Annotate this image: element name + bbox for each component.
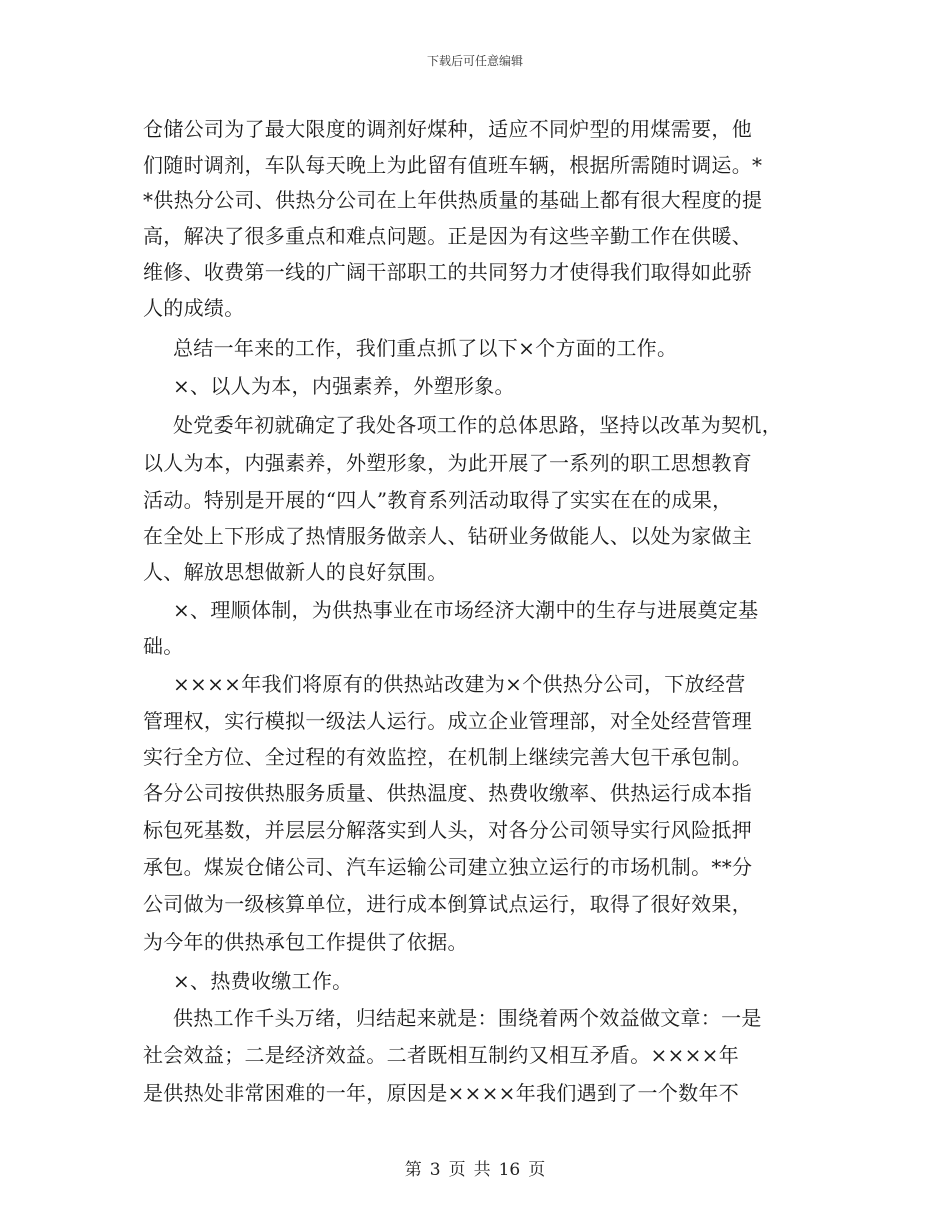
body-line: 仓储公司为了最大限度的调剂好煤种，适应不同炉型的用煤需要，他 — [143, 117, 752, 141]
body-line: 们随时调剂，车队每天晚上为此留有值班车辆，根据所需随时调运。* — [143, 153, 763, 177]
body-line: 标包死基数，并层层分解落实到人头，对各分公司领导实行风险抵押 — [143, 818, 752, 842]
body-line: 在全处上下形成了热情服务做亲人、钻研业务做能人、以处为家做主 — [143, 524, 752, 548]
body-line: 公司做为一级核算单位，进行成本倒算试点运行，取得了很好效果， — [143, 892, 752, 916]
body-line: 以人为本，内强素养，外塑形象，为此开展了一系列的职工思想教育 — [143, 451, 752, 475]
section-heading: ×、理顺体制，为供热事业在市场经济大潮中的生存与进展奠定基 — [173, 598, 759, 622]
body-line: 维修、收费第一线的广阔干部职工的共同努力才使得我们取得如此骄 — [143, 260, 752, 284]
body-line: 社会效益；二是经济效益。二者既相互制约又相互矛盾。××××年 — [143, 1043, 740, 1067]
body-line: 实行全方位、全过程的有效监控，在机制上继续完善大包干承包制。 — [143, 745, 752, 769]
page-footer — [0, 1155, 950, 1180]
body-line: *供热分公司、供热分公司在上年供热质量的基础上都有很大程度的提 — [143, 188, 763, 212]
body-line: 处党委年初就确定了我处各项工作的总体思路，坚持以改革为契机， — [173, 413, 782, 437]
footer-page-label: 页 — [448, 1160, 466, 1180]
body-line: 人的成绩。 — [143, 296, 245, 320]
section-heading: ×、以人为本，内强素养，外塑形象。 — [173, 374, 515, 398]
body-line: 人、解放思想做新人的良好氛围。 — [143, 560, 448, 584]
page-number: 3 — [429, 1160, 441, 1180]
footer-total-label: 共 — [473, 1160, 491, 1180]
body-line: 各分公司按供热服务质量、供热温度、热费收缴率、供热运行成本指 — [143, 781, 752, 805]
body-line: 础。 — [143, 634, 184, 658]
footer-prefix: 第 — [404, 1160, 422, 1180]
body-line: ××××年我们将原有的供热站改建为×个供热分公司，下放经营 — [173, 672, 746, 696]
page-header-note: 下载后可任意编辑 — [426, 54, 523, 68]
body-line: 承包。煤炭仓储公司、汽车运输公司建立独立运行的市场机制。**分 — [143, 855, 753, 879]
body-line: 供热工作千头万绪，归结起来就是：围绕着两个效益做文章：一是 — [173, 1006, 762, 1030]
section-heading: ×、热费收缴工作。 — [173, 969, 353, 993]
body-line: 总结一年来的工作，我们重点抓了以下×个方面的工作。 — [173, 336, 678, 360]
body-line: 活动。特别是开展的“四人”教育系列活动取得了实实在在的成果， — [143, 488, 733, 512]
footer-suffix: 页 — [528, 1160, 546, 1180]
body-line: 高，解决了很多重点和难点问题。正是因为有这些辛勤工作在供暖、 — [143, 224, 752, 248]
body-line: 为今年的供热承包工作提供了依据。 — [143, 930, 468, 954]
body-line: 是供热处非常困难的一年，原因是××××年我们遇到了一个数年不 — [143, 1081, 740, 1105]
total-pages: 16 — [498, 1160, 521, 1180]
body-line: 管理权，实行模拟一级法人运行。成立企业管理部，对全处经营管理 — [143, 709, 752, 733]
